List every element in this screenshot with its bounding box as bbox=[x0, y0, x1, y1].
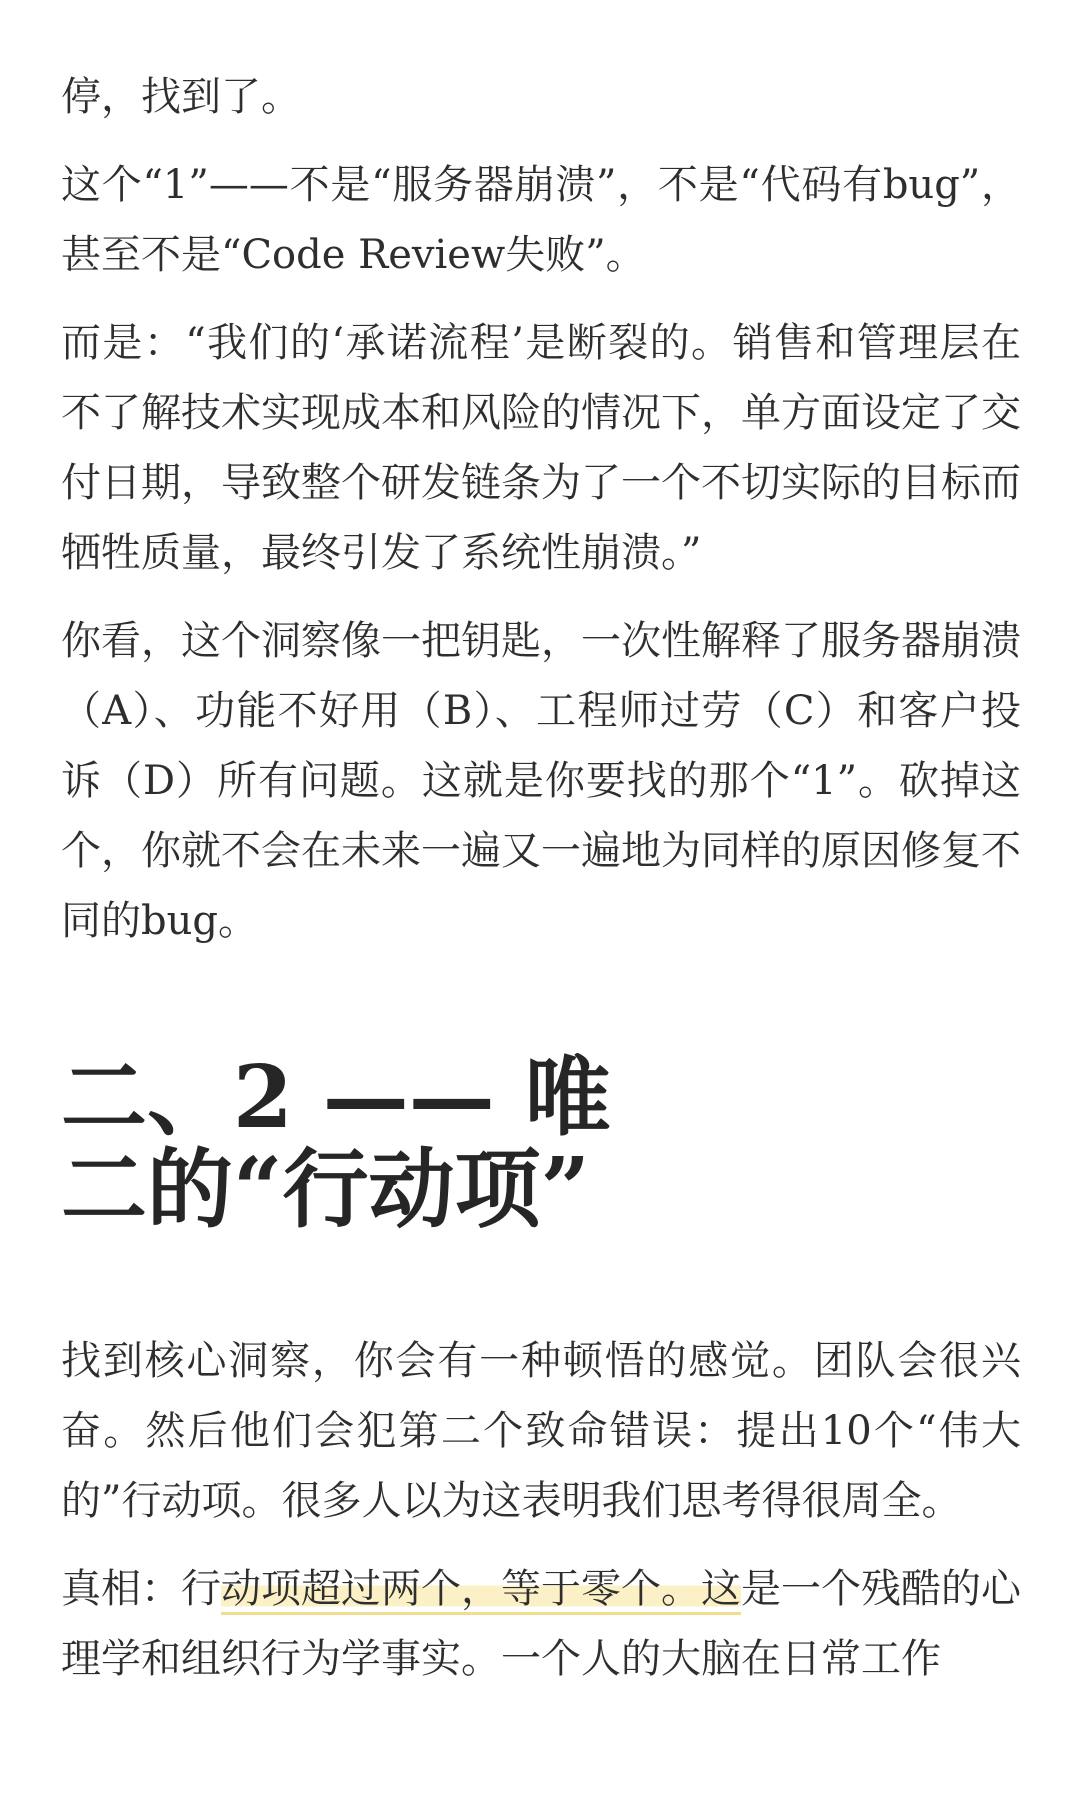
highlighted-text[interactable]: 动项超过两个，等于零个。这 bbox=[221, 1566, 741, 1615]
section-heading: 二、2 —— 唯二的“行动项” bbox=[61, 1047, 611, 1240]
spacer bbox=[61, 956, 1021, 1052]
truth-lead-text: 真相：行 bbox=[61, 1566, 221, 1612]
paragraph-the-one: 这个“1”——不是“服务器崩溃”，不是“代码有bug”，甚至不是“Code Review失败”。 bbox=[61, 162, 1021, 278]
paragraph-action-items: 找到核心洞察，你会有一种顿悟的感觉。团队会很兴奋。然后他们会犯第二个致命错误：提出10个“伟大的”行动项。很多人以为这表明我们思考得很周全。 bbox=[61, 1338, 1021, 1524]
paragraph-found: 停，找到了。 bbox=[61, 74, 301, 120]
truth-tail-text: 是一个残酷的心理学和组织行为学事实。一个人的大脑在日常工作 bbox=[61, 1566, 1021, 1682]
article-body bbox=[61, 62, 1021, 1694]
spacer bbox=[61, 1236, 1021, 1326]
paragraph-truth bbox=[61, 1554, 1021, 1694]
paragraph-insight-key: 你看，这个洞察像一把钥匙，一次性解释了服务器崩溃（A）、功能不好用（B）、工程师过劳（C）和客户投诉（D）所有问题。这就是你要找的那个“1”。砍掉这个，你就不会在未来一遍又一遍地为同样的原因修复不同的bug。 bbox=[61, 618, 1021, 944]
paragraph-commitment-process: 而是：“我们的‘承诺流程’是断裂的。销售和管理层在不了解技术实现成本和风险的情况下，单方面设定了交付日期，导致整个研发链条为了一个不切实际的目标而牺牲质量，最终引发了系统性崩溃。” bbox=[61, 320, 1021, 576]
